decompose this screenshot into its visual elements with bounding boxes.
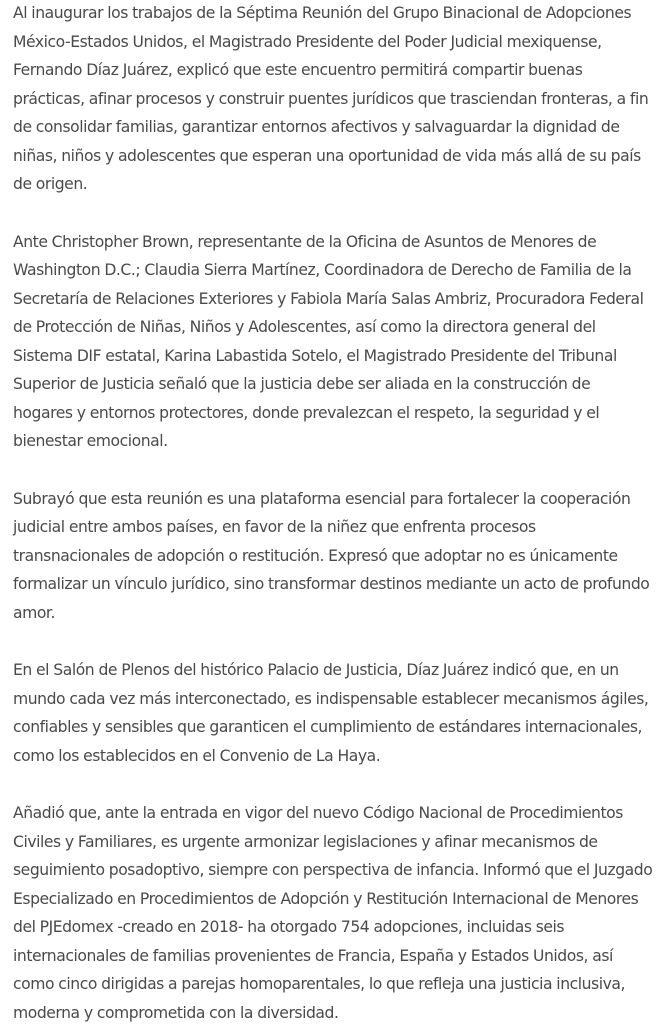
paragraph-cooperation: Subrayó que esta reunión es una plataforma esencial para fortalecer la cooperación judicial entre ambos países, en favor de la niñez que enfrenta procesos transnacionales de adopción o restitución. Expresó que adoptar no es únicamente formalizar un vínculo jurídico, sino transformar destinos mediante un acto de profundo amor. [13,489,650,622]
paragraph-inauguration: Al inaugurar los trabajos de la Séptima Reunión del Grupo Binacional de Adopciones México-Estados Unidos, el Magistrado Presidente del Poder Judicial mexiquense, Fernando Díaz Juárez, explicó que este encuentro permitirá compartir buenas prácticas, afinar procesos y construir puentes jurídicos que trasciendan fronteras, a fin de consolidar familias, garantizar entornos afectivos y salvaguardar la dignidad de niñas, niños y adolescentes que esperan una oportunidad de vida más allá de su país de origen. [13,4,649,193]
paragraph-adoptions-stats: Añadió que, ante la entrada en vigor del nuevo Código Nacional de Procedimientos Civiles y Familiares, es urgente armonizar legislaciones y afinar mecanismos de seguimiento posadoptivo, siempre con perspectiva de infancia. Informó que el Juzgado Especializado en Procedimientos de Adopción y Restitución Internacional de Menores del PJEdomex -creado en 2018- ha otorgado 754 adopciones, incluidas seis internacionales de familias provenientes de Francia, España y Estados Unidos, así como cinco dirigidas a parejas homoparentales, lo que refleja una justicia inclusiva, moderna y comprometida con la diversidad. [13,804,653,1022]
paragraph-hague-convention: En el Salón de Plenos del histórico Palacio de Justicia, Díaz Juárez indicó que, en un mundo cada vez más interconectado, es indispensable establecer mecanismos ágiles, confiables y sensibles que garanticen el cumplimiento de estándares internacionales, como los establecidos en el Convenio de La Haya. [13,661,649,765]
paragraph-attendees: Ante Christopher Brown, representante de la Oficina de Asuntos de Menores de Washington D.C.; Claudia Sierra Martínez, Coordinadora de Derecho de Familia de la Secretaría de Relaciones Exteriores y Fabiola María Salas Ambriz, Procuradora Federal de Protección de Niñas, Niños y Adolescentes, así como la directora general del Sistema DIF estatal, Karina Labastida Sotelo, el Magistrado Presidente del Tribunal Superior de Justicia señaló que la justicia debe ser aliada en la construcción de hogares y entornos protectores, donde prevalezcan el respeto, la seguridad y el bienestar emocional. [13,232,644,450]
